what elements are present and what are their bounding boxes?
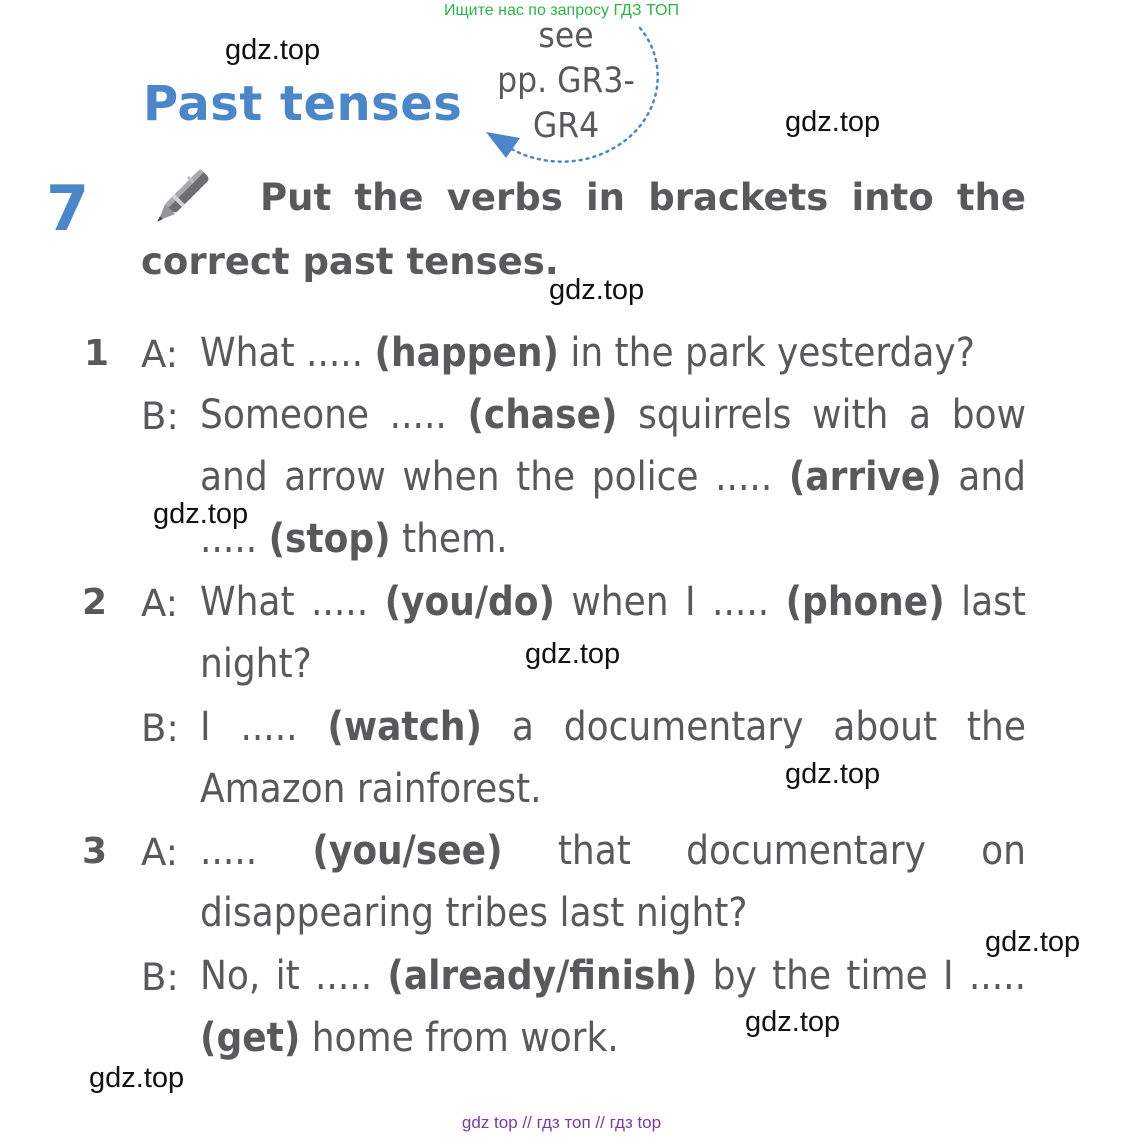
speaker-label: B:: [141, 956, 179, 999]
exercise-line: Someone ..... (chase) squirrels with a bow: [200, 392, 1027, 438]
exercise-line: I ..... (watch) a documentary about the: [200, 704, 1026, 750]
item-number: 1: [84, 333, 110, 374]
exercise-line: disappearing tribes last night?: [200, 890, 748, 936]
item-number: 2: [82, 582, 108, 623]
reference-line: pp. GR3-: [497, 61, 635, 101]
exercise-number: 7: [46, 172, 90, 245]
watermark: gdz.top: [225, 34, 321, 66]
instruction-line: correct past tenses.: [141, 240, 559, 283]
watermark: gdz.top: [745, 1006, 841, 1038]
exercise-line: No, it ..... (already/finish) by the time I .....: [200, 953, 1027, 999]
exercise-line: (get) home from work.: [200, 1015, 619, 1061]
instruction-line: Put the verbs in brackets into the: [260, 176, 1026, 219]
speaker-label: A:: [141, 582, 179, 625]
item-number: 3: [82, 831, 108, 872]
watermark: gdz.top: [153, 498, 249, 530]
watermark: gdz.top: [785, 758, 881, 790]
watermark: gdz.top: [525, 638, 621, 670]
exercise-line: ..... (you/see) that documentary on: [200, 828, 1026, 874]
section-title: Past tenses: [143, 76, 463, 132]
speaker-label: A:: [141, 333, 179, 376]
exercise-line: night?: [200, 641, 312, 687]
speaker-label: B:: [141, 395, 179, 438]
exercise-line: ..... (stop) them.: [200, 516, 508, 562]
reference-line: see: [538, 16, 594, 56]
bottom-banner: gdz top // гдз топ // гдз top: [461, 1113, 662, 1132]
watermark: gdz.top: [785, 106, 881, 138]
watermark: gdz.top: [89, 1062, 185, 1094]
watermark: gdz.top: [985, 926, 1081, 958]
exercise-line: What ..... (happen) in the park yesterday?: [200, 330, 975, 376]
pen-icon: [146, 158, 222, 232]
exercise-line: What ..... (you/do) when I ..... (phone) last: [200, 579, 1026, 625]
reference-line: GR4: [532, 106, 600, 146]
exercise-line: and arrow when the police ..... (arrive) and: [200, 454, 1027, 500]
speaker-label: A:: [141, 831, 179, 874]
exercise-line: Amazon rainforest.: [200, 766, 542, 812]
top-banner: Ищите нас по запросу ГДЗ ТОП: [444, 2, 679, 19]
speaker-label: B:: [141, 707, 179, 750]
watermark: gdz.top: [549, 274, 645, 306]
